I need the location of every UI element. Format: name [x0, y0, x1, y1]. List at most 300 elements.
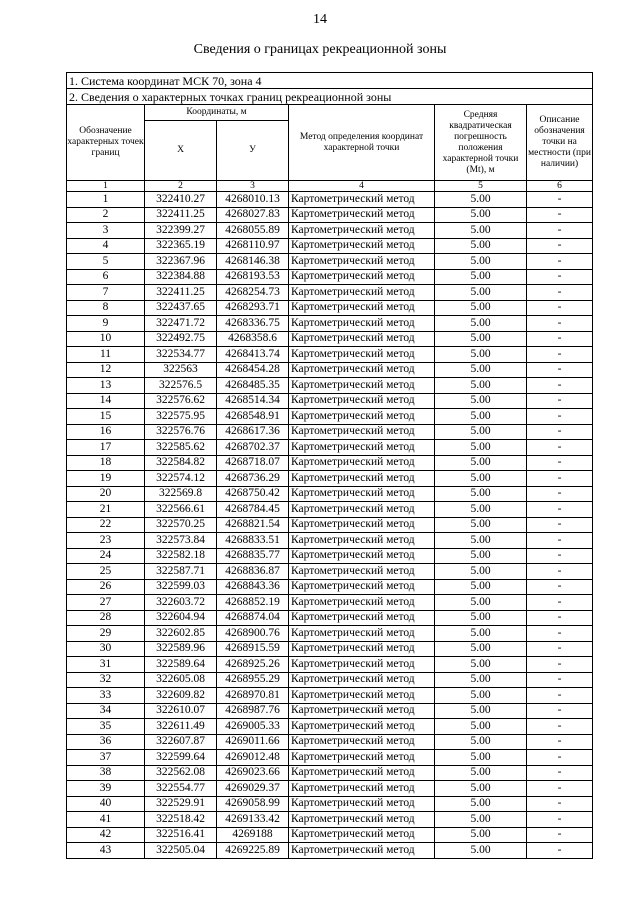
x-coordinate-cell: 322505.04 — [145, 843, 217, 859]
accuracy-cell: 5.00 — [435, 812, 527, 828]
table-row — [67, 548, 593, 564]
table-row — [67, 641, 593, 657]
point-number-cell: 42 — [67, 827, 145, 843]
description-cell: - — [527, 269, 593, 285]
x-coordinate-cell: 322516.41 — [145, 827, 217, 843]
y-coordinate-cell: 4268027.83 — [217, 207, 289, 223]
description-cell: - — [527, 719, 593, 735]
method-cell: Картометрический метод — [289, 719, 435, 735]
column-number: 4 — [289, 181, 435, 192]
y-coordinate-cell: 4268833.51 — [217, 533, 289, 549]
point-number-cell: 35 — [67, 719, 145, 735]
y-coordinate-cell: 4268358.6 — [217, 331, 289, 347]
table-row — [67, 796, 593, 812]
description-cell: - — [527, 440, 593, 456]
table-row — [67, 238, 593, 254]
table-row — [67, 579, 593, 595]
table-row — [67, 486, 593, 502]
point-number-cell: 11 — [67, 347, 145, 363]
accuracy-cell: 5.00 — [435, 564, 527, 580]
method-cell: Картометрический метод — [289, 564, 435, 580]
point-number-cell: 4 — [67, 238, 145, 254]
table-row — [67, 781, 593, 797]
method-cell: Картометрический метод — [289, 548, 435, 564]
y-coordinate-cell: 4268193.53 — [217, 269, 289, 285]
method-cell: Картометрический метод — [289, 254, 435, 270]
x-coordinate-cell: 322384.88 — [145, 269, 217, 285]
method-cell: Картометрический метод — [289, 378, 435, 394]
y-coordinate-cell: 4268955.29 — [217, 672, 289, 688]
point-number-cell: 1 — [67, 192, 145, 208]
point-number-cell: 27 — [67, 595, 145, 611]
point-number-cell: 8 — [67, 300, 145, 316]
point-number-cell: 39 — [67, 781, 145, 797]
method-cell: Картометрический метод — [289, 207, 435, 223]
x-coordinate-cell: 322585.62 — [145, 440, 217, 456]
accuracy-cell: 5.00 — [435, 765, 527, 781]
column-number: 2 — [145, 181, 217, 192]
accuracy-cell: 5.00 — [435, 393, 527, 409]
method-cell: Картометрический метод — [289, 424, 435, 440]
section-points-info: 2. Сведения о характерных точках границ рекреационной зоны — [67, 89, 593, 105]
y-coordinate-cell: 4268293.71 — [217, 300, 289, 316]
y-coordinate-cell: 4268485.35 — [217, 378, 289, 394]
method-cell: Картометрический метод — [289, 517, 435, 533]
table-row — [67, 765, 593, 781]
x-coordinate-cell: 322411.25 — [145, 207, 217, 223]
x-coordinate-cell: 322587.71 — [145, 564, 217, 580]
point-number-cell: 15 — [67, 409, 145, 425]
x-coordinate-cell: 322573.84 — [145, 533, 217, 549]
table-row — [67, 564, 593, 580]
method-cell: Картометрический метод — [289, 269, 435, 285]
y-coordinate-cell: 4269225.89 — [217, 843, 289, 859]
method-cell: Картометрический метод — [289, 409, 435, 425]
point-number-cell: 2 — [67, 207, 145, 223]
x-coordinate-cell: 322576.76 — [145, 424, 217, 440]
y-coordinate-cell: 4268874.04 — [217, 610, 289, 626]
description-cell: - — [527, 533, 593, 549]
accuracy-cell: 5.00 — [435, 347, 527, 363]
section-coordinate-system: 1. Система координат МСК 70, зона 4 — [67, 73, 593, 89]
method-cell: Картометрический метод — [289, 827, 435, 843]
y-coordinate-cell: 4269005.33 — [217, 719, 289, 735]
y-coordinate-cell: 4268146.38 — [217, 254, 289, 270]
accuracy-cell: 5.00 — [435, 471, 527, 487]
accuracy-cell: 5.00 — [435, 254, 527, 270]
method-cell: Картометрический метод — [289, 486, 435, 502]
method-cell: Картометрический метод — [289, 471, 435, 487]
accuracy-cell: 5.00 — [435, 192, 527, 208]
accuracy-cell: 5.00 — [435, 796, 527, 812]
method-cell: Картометрический метод — [289, 440, 435, 456]
table-row — [67, 719, 593, 735]
y-coordinate-cell: 4268454.28 — [217, 362, 289, 378]
accuracy-cell: 5.00 — [435, 703, 527, 719]
y-coordinate-cell: 4269029.37 — [217, 781, 289, 797]
point-number-cell: 24 — [67, 548, 145, 564]
point-number-cell: 3 — [67, 223, 145, 239]
description-cell: - — [527, 750, 593, 766]
point-number-cell: 25 — [67, 564, 145, 580]
x-coordinate-cell: 322599.03 — [145, 579, 217, 595]
x-coordinate-cell: 322574.12 — [145, 471, 217, 487]
y-coordinate-cell: 4268925.26 — [217, 657, 289, 673]
y-coordinate-cell: 4268336.75 — [217, 316, 289, 332]
table-row — [67, 393, 593, 409]
method-cell: Картометрический метод — [289, 812, 435, 828]
y-coordinate-cell: 4268784.45 — [217, 502, 289, 518]
table-row — [67, 672, 593, 688]
point-number-cell: 13 — [67, 378, 145, 394]
method-cell: Картометрический метод — [289, 285, 435, 301]
table-row — [67, 734, 593, 750]
accuracy-cell: 5.00 — [435, 378, 527, 394]
point-number-cell: 29 — [67, 626, 145, 642]
x-coordinate-cell: 322584.82 — [145, 455, 217, 471]
y-coordinate-cell: 4268987.76 — [217, 703, 289, 719]
accuracy-cell: 5.00 — [435, 657, 527, 673]
page-title: Сведения о границах рекреационной зоны — [193, 42, 447, 57]
description-cell: - — [527, 579, 593, 595]
description-cell: - — [527, 827, 593, 843]
table-row — [67, 269, 593, 285]
point-number-cell: 17 — [67, 440, 145, 456]
accuracy-cell: 5.00 — [435, 455, 527, 471]
y-coordinate-cell: 4269012.48 — [217, 750, 289, 766]
method-cell: Картометрический метод — [289, 734, 435, 750]
description-cell: - — [527, 223, 593, 239]
method-cell: Картометрический метод — [289, 455, 435, 471]
description-cell: - — [527, 672, 593, 688]
point-number-cell: 9 — [67, 316, 145, 332]
x-coordinate-cell: 322607.87 — [145, 734, 217, 750]
point-number-cell: 12 — [67, 362, 145, 378]
accuracy-cell: 5.00 — [435, 672, 527, 688]
point-number-cell: 6 — [67, 269, 145, 285]
description-cell: - — [527, 285, 593, 301]
table-row — [67, 502, 593, 518]
description-cell: - — [527, 207, 593, 223]
method-cell: Картометрический метод — [289, 192, 435, 208]
y-coordinate-cell: 4268548.91 — [217, 409, 289, 425]
x-coordinate-cell: 322605.08 — [145, 672, 217, 688]
y-coordinate-cell: 4268970.81 — [217, 688, 289, 704]
x-coordinate-cell: 322603.72 — [145, 595, 217, 611]
description-cell: - — [527, 548, 593, 564]
accuracy-cell: 5.00 — [435, 486, 527, 502]
y-coordinate-cell: 4269188 — [217, 827, 289, 843]
y-coordinate-cell: 4269011.66 — [217, 734, 289, 750]
method-cell: Картометрический метод — [289, 796, 435, 812]
method-cell: Картометрический метод — [289, 765, 435, 781]
table-row — [67, 254, 593, 270]
method-cell: Картометрический метод — [289, 595, 435, 611]
method-cell: Картометрический метод — [289, 347, 435, 363]
point-number-cell: 38 — [67, 765, 145, 781]
method-cell: Картометрический метод — [289, 610, 435, 626]
header-method: Метод определения координат характерной точки — [289, 105, 435, 181]
description-cell: - — [527, 455, 593, 471]
point-number-cell: 10 — [67, 331, 145, 347]
accuracy-cell: 5.00 — [435, 207, 527, 223]
accuracy-cell: 5.00 — [435, 843, 527, 859]
page-number: 14 — [313, 12, 327, 27]
accuracy-cell: 5.00 — [435, 238, 527, 254]
x-coordinate-cell: 322534.77 — [145, 347, 217, 363]
x-coordinate-cell: 322599.64 — [145, 750, 217, 766]
point-number-cell: 41 — [67, 812, 145, 828]
table-row — [67, 610, 593, 626]
accuracy-cell: 5.00 — [435, 595, 527, 611]
x-coordinate-cell: 322529.91 — [145, 796, 217, 812]
x-coordinate-cell: 322576.5 — [145, 378, 217, 394]
description-cell: - — [527, 409, 593, 425]
description-cell: - — [527, 610, 593, 626]
column-number: 6 — [527, 181, 593, 192]
table-row — [67, 316, 593, 332]
method-cell: Картометрический метод — [289, 843, 435, 859]
description-cell: - — [527, 238, 593, 254]
method-cell: Картометрический метод — [289, 300, 435, 316]
x-coordinate-cell: 322570.25 — [145, 517, 217, 533]
y-coordinate-cell: 4268736.29 — [217, 471, 289, 487]
y-coordinate-cell: 4268055.89 — [217, 223, 289, 239]
description-cell: - — [527, 486, 593, 502]
accuracy-cell: 5.00 — [435, 362, 527, 378]
header-description: Описание обозначения точки на местности (при наличии) — [527, 105, 593, 181]
description-cell: - — [527, 641, 593, 657]
description-cell: - — [527, 595, 593, 611]
x-coordinate-cell: 322569.8 — [145, 486, 217, 502]
y-coordinate-cell: 4268718.07 — [217, 455, 289, 471]
accuracy-cell: 5.00 — [435, 502, 527, 518]
table-row — [67, 300, 593, 316]
point-number-cell: 36 — [67, 734, 145, 750]
description-cell: - — [527, 812, 593, 828]
method-cell: Картометрический метод — [289, 331, 435, 347]
table-row — [67, 409, 593, 425]
y-coordinate-cell: 4268617.36 — [217, 424, 289, 440]
table-row — [67, 331, 593, 347]
point-number-cell: 18 — [67, 455, 145, 471]
x-coordinate-cell: 322609.82 — [145, 688, 217, 704]
method-cell: Картометрический метод — [289, 657, 435, 673]
accuracy-cell: 5.00 — [435, 331, 527, 347]
accuracy-cell: 5.00 — [435, 269, 527, 285]
point-number-cell: 7 — [67, 285, 145, 301]
y-coordinate-cell: 4268843.36 — [217, 579, 289, 595]
method-cell: Картометрический метод — [289, 362, 435, 378]
method-cell: Картометрический метод — [289, 533, 435, 549]
column-number: 3 — [217, 181, 289, 192]
table-row — [67, 703, 593, 719]
accuracy-cell: 5.00 — [435, 548, 527, 564]
x-coordinate-cell: 322365.19 — [145, 238, 217, 254]
accuracy-cell: 5.00 — [435, 610, 527, 626]
method-cell: Картометрический метод — [289, 393, 435, 409]
method-cell: Картометрический метод — [289, 502, 435, 518]
x-coordinate-cell: 322518.42 — [145, 812, 217, 828]
table-row — [67, 424, 593, 440]
table-row — [67, 843, 593, 859]
accuracy-cell: 5.00 — [435, 533, 527, 549]
accuracy-cell: 5.00 — [435, 300, 527, 316]
header-x: X — [145, 121, 217, 181]
table-row — [67, 750, 593, 766]
table-row — [67, 440, 593, 456]
y-coordinate-cell: 4268750.42 — [217, 486, 289, 502]
description-cell: - — [527, 502, 593, 518]
table-row — [67, 812, 593, 828]
y-coordinate-cell: 4268915.59 — [217, 641, 289, 657]
table-body — [67, 192, 593, 859]
table-row — [67, 455, 593, 471]
boundary-points-table — [66, 72, 593, 859]
method-cell: Картометрический метод — [289, 672, 435, 688]
point-number-cell: 20 — [67, 486, 145, 502]
x-coordinate-cell: 322471.72 — [145, 316, 217, 332]
description-cell: - — [527, 424, 593, 440]
method-cell: Картометрический метод — [289, 688, 435, 704]
method-cell: Картометрический метод — [289, 316, 435, 332]
method-cell: Картометрический метод — [289, 703, 435, 719]
y-coordinate-cell: 4268836.87 — [217, 564, 289, 580]
x-coordinate-cell: 322554.77 — [145, 781, 217, 797]
description-cell: - — [527, 796, 593, 812]
y-coordinate-cell: 4268702.37 — [217, 440, 289, 456]
header-point-designation: Обозначение характерных точек границ — [67, 105, 145, 181]
accuracy-cell: 5.00 — [435, 285, 527, 301]
table-row — [67, 471, 593, 487]
point-number-cell: 31 — [67, 657, 145, 673]
x-coordinate-cell: 322566.61 — [145, 502, 217, 518]
x-coordinate-cell: 322602.85 — [145, 626, 217, 642]
description-cell: - — [527, 331, 593, 347]
accuracy-cell: 5.00 — [435, 626, 527, 642]
method-cell: Картометрический метод — [289, 579, 435, 595]
description-cell: - — [527, 781, 593, 797]
description-cell: - — [527, 734, 593, 750]
point-number-cell: 40 — [67, 796, 145, 812]
description-cell: - — [527, 254, 593, 270]
description-cell: - — [527, 393, 593, 409]
point-number-cell: 22 — [67, 517, 145, 533]
y-coordinate-cell: 4268514.34 — [217, 393, 289, 409]
x-coordinate-cell: 322610.07 — [145, 703, 217, 719]
x-coordinate-cell: 322576.62 — [145, 393, 217, 409]
y-coordinate-cell: 4268821.54 — [217, 517, 289, 533]
description-cell: - — [527, 657, 593, 673]
x-coordinate-cell: 322410.27 — [145, 192, 217, 208]
table-row — [67, 362, 593, 378]
table-row — [67, 207, 593, 223]
point-number-cell: 32 — [67, 672, 145, 688]
description-cell: - — [527, 517, 593, 533]
point-number-cell: 21 — [67, 502, 145, 518]
x-coordinate-cell: 322582.18 — [145, 548, 217, 564]
table-row — [67, 657, 593, 673]
x-coordinate-cell: 322604.94 — [145, 610, 217, 626]
accuracy-cell: 5.00 — [435, 316, 527, 332]
method-cell: Картометрический метод — [289, 641, 435, 657]
point-number-cell: 19 — [67, 471, 145, 487]
y-coordinate-cell: 4268835.77 — [217, 548, 289, 564]
accuracy-cell: 5.00 — [435, 223, 527, 239]
method-cell: Картометрический метод — [289, 238, 435, 254]
point-number-cell: 30 — [67, 641, 145, 657]
accuracy-cell: 5.00 — [435, 517, 527, 533]
point-number-cell: 34 — [67, 703, 145, 719]
description-cell: - — [527, 316, 593, 332]
accuracy-cell: 5.00 — [435, 424, 527, 440]
accuracy-cell: 5.00 — [435, 827, 527, 843]
description-cell: - — [527, 564, 593, 580]
accuracy-cell: 5.00 — [435, 641, 527, 657]
point-number-cell: 14 — [67, 393, 145, 409]
x-coordinate-cell: 322399.27 — [145, 223, 217, 239]
x-coordinate-cell: 322367.96 — [145, 254, 217, 270]
x-coordinate-cell: 322589.96 — [145, 641, 217, 657]
x-coordinate-cell: 322611.49 — [145, 719, 217, 735]
y-coordinate-cell: 4269023.66 — [217, 765, 289, 781]
accuracy-cell: 5.00 — [435, 734, 527, 750]
x-coordinate-cell: 322411.25 — [145, 285, 217, 301]
description-cell: - — [527, 626, 593, 642]
y-coordinate-cell: 4268110.97 — [217, 238, 289, 254]
point-number-cell: 37 — [67, 750, 145, 766]
y-coordinate-cell: 4268852.19 — [217, 595, 289, 611]
y-coordinate-cell: 4268254.73 — [217, 285, 289, 301]
accuracy-cell: 5.00 — [435, 409, 527, 425]
description-cell: - — [527, 362, 593, 378]
y-coordinate-cell: 4269058.99 — [217, 796, 289, 812]
x-coordinate-cell: 322575.95 — [145, 409, 217, 425]
method-cell: Картометрический метод — [289, 781, 435, 797]
accuracy-cell: 5.00 — [435, 440, 527, 456]
point-number-cell: 5 — [67, 254, 145, 270]
description-cell: - — [527, 703, 593, 719]
description-cell: - — [527, 300, 593, 316]
table-row — [67, 192, 593, 208]
method-cell: Картометрический метод — [289, 750, 435, 766]
point-number-cell: 43 — [67, 843, 145, 859]
column-number: 5 — [435, 181, 527, 192]
table-row — [67, 595, 593, 611]
accuracy-cell: 5.00 — [435, 579, 527, 595]
method-cell: Картометрический метод — [289, 626, 435, 642]
header-accuracy: Средняя квадратическая погрешность положения характерной точки (Mt), м — [435, 105, 527, 181]
x-coordinate-cell: 322437.65 — [145, 300, 217, 316]
header-coordinates: Координаты, м — [145, 105, 289, 121]
x-coordinate-cell: 322562.08 — [145, 765, 217, 781]
table-row — [67, 626, 593, 642]
point-number-cell: 28 — [67, 610, 145, 626]
x-coordinate-cell: 322563 — [145, 362, 217, 378]
y-coordinate-cell: 4269133.42 — [217, 812, 289, 828]
column-number: 1 — [67, 181, 145, 192]
x-coordinate-cell: 322589.64 — [145, 657, 217, 673]
table-row — [67, 827, 593, 843]
table-row — [67, 378, 593, 394]
accuracy-cell: 5.00 — [435, 750, 527, 766]
table-row — [67, 223, 593, 239]
table-row — [67, 285, 593, 301]
x-coordinate-cell: 322492.75 — [145, 331, 217, 347]
description-cell: - — [527, 843, 593, 859]
description-cell: - — [527, 688, 593, 704]
y-coordinate-cell: 4268900.76 — [217, 626, 289, 642]
